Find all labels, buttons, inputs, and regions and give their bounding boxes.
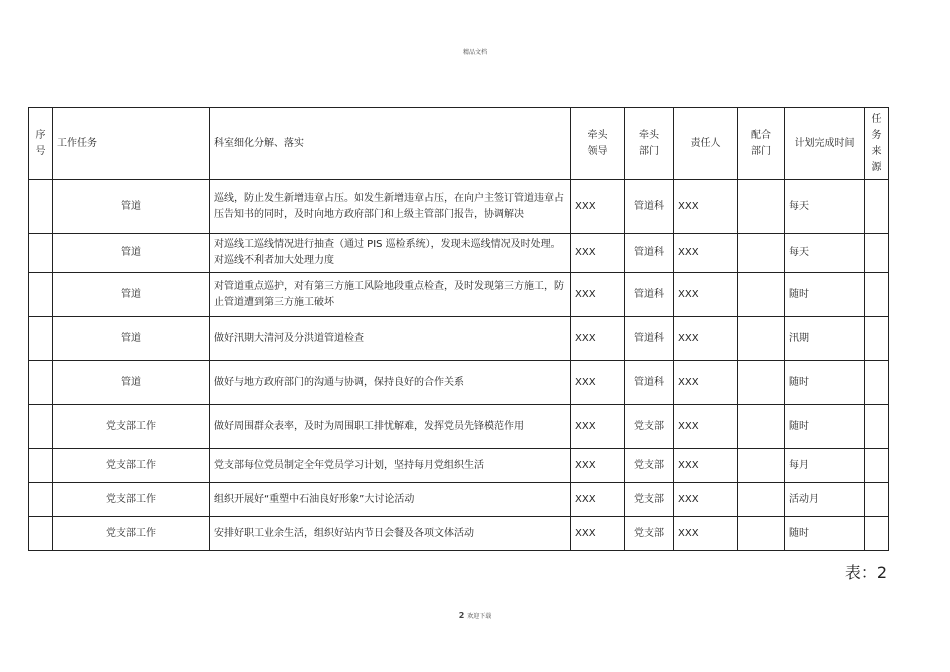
cell-detail: 做好与地方政府部门的沟通与协调，保持良好的合作关系: [210, 361, 571, 405]
cell-leader: XXX: [571, 273, 625, 317]
cell-seq: [29, 361, 53, 405]
table-row: [29, 273, 889, 317]
cell-detail: 对管道重点巡护，对有第三方施工风险地段重点检查，及时发现第三方施工，防止管道遭到第三方施工破坏: [210, 273, 571, 317]
cell-deadline: 每月: [785, 449, 865, 483]
cell-leader: XXX: [571, 405, 625, 449]
cell-source: [865, 180, 889, 234]
table-row: [29, 449, 889, 483]
cell-source: [865, 405, 889, 449]
cell-deadline: 每天: [785, 180, 865, 234]
cell-deadline: 随时: [785, 517, 865, 551]
cell-leader: XXX: [571, 180, 625, 234]
table-number-label: 表：2: [844, 563, 887, 582]
header-support-dept: 配合部门: [738, 108, 785, 180]
cell-leader: XXX: [571, 449, 625, 483]
table-row: [29, 361, 889, 405]
cell-source: [865, 317, 889, 361]
cell-dept: 党支部: [625, 517, 674, 551]
cell-seq: [29, 273, 53, 317]
cell-task: 管道: [53, 317, 210, 361]
cell-deadline: 随时: [785, 405, 865, 449]
cell-owner: XXX: [674, 405, 738, 449]
cell-seq: [29, 517, 53, 551]
task-table: [28, 107, 889, 551]
cell-task: 管道: [53, 273, 210, 317]
table-row: [29, 483, 889, 517]
cell-owner: XXX: [674, 517, 738, 551]
table-row: [29, 234, 889, 273]
cell-task: 党支部工作: [53, 449, 210, 483]
cell-dept: 党支部: [625, 449, 674, 483]
cell-leader: XXX: [571, 483, 625, 517]
cell-dept: 管道科: [625, 234, 674, 273]
cell-detail: 安排好职工业余生活，组织好站内节日会餐及各项文体活动: [210, 517, 571, 551]
page-header-note: 精品文档: [462, 49, 487, 56]
header-source: 任务来源: [865, 108, 889, 180]
header-deadline: 计划完成时间: [785, 108, 865, 180]
page-number: 2: [458, 611, 465, 620]
cell-support: [738, 483, 785, 517]
footer-label: 欢迎下载: [467, 613, 492, 620]
cell-leader: XXX: [571, 317, 625, 361]
cell-detail: 做好周围群众表率，及时为周围职工排忧解难，发挥党员先锋模范作用: [210, 405, 571, 449]
cell-dept: 党支部: [625, 483, 674, 517]
cell-support: [738, 405, 785, 449]
cell-support: [738, 517, 785, 551]
page-footer: [0, 611, 950, 620]
cell-support: [738, 317, 785, 361]
cell-source: [865, 234, 889, 273]
header-lead-dept: 牵头部门: [625, 108, 674, 180]
cell-support: [738, 273, 785, 317]
cell-seq: [29, 317, 53, 361]
cell-seq: [29, 483, 53, 517]
cell-seq: [29, 180, 53, 234]
cell-dept: 管道科: [625, 273, 674, 317]
cell-support: [738, 449, 785, 483]
cell-deadline: 活动月: [785, 483, 865, 517]
cell-owner: XXX: [674, 273, 738, 317]
cell-task: 党支部工作: [53, 483, 210, 517]
cell-dept: 管道科: [625, 180, 674, 234]
cell-seq: [29, 234, 53, 273]
cell-dept: 管道科: [625, 361, 674, 405]
cell-leader: XXX: [571, 361, 625, 405]
header-owner: 责任人: [674, 108, 738, 180]
cell-task: 党支部工作: [53, 405, 210, 449]
table-row: [29, 517, 889, 551]
cell-support: [738, 180, 785, 234]
cell-task: 党支部工作: [53, 517, 210, 551]
table-row: [29, 180, 889, 234]
cell-owner: XXX: [674, 317, 738, 361]
cell-deadline: 随时: [785, 273, 865, 317]
table-header-row: [29, 108, 889, 180]
cell-leader: XXX: [571, 517, 625, 551]
cell-task: 管道: [53, 180, 210, 234]
cell-task: 管道: [53, 234, 210, 273]
cell-support: [738, 234, 785, 273]
cell-detail: 对巡线工巡线情况进行抽查（通过 PIS 巡检系统），发现未巡线情况及时处理。对巡线不利者加大处理力度: [210, 234, 571, 273]
cell-leader: XXX: [571, 234, 625, 273]
cell-detail: 做好汛期大清河及分洪道管道检查: [210, 317, 571, 361]
cell-source: [865, 517, 889, 551]
cell-owner: XXX: [674, 180, 738, 234]
cell-owner: XXX: [674, 234, 738, 273]
cell-seq: [29, 405, 53, 449]
header-lead-leader: 牵头领导: [571, 108, 625, 180]
cell-source: [865, 273, 889, 317]
cell-owner: XXX: [674, 361, 738, 405]
cell-seq: [29, 449, 53, 483]
cell-deadline: 随时: [785, 361, 865, 405]
cell-dept: 管道科: [625, 317, 674, 361]
cell-source: [865, 361, 889, 405]
cell-detail: 党支部每位党员制定全年党员学习计划，坚持每月党组织生活: [210, 449, 571, 483]
table-row: [29, 317, 889, 361]
cell-dept: 党支部: [625, 405, 674, 449]
table-row: [29, 405, 889, 449]
cell-deadline: 汛期: [785, 317, 865, 361]
cell-detail: 巡线，防止发生新增违章占压。如发生新增违章占压，在向户主签订管道违章占压告知书的同时，及时向地方政府部门和上级主管部门报告，协调解决: [210, 180, 571, 234]
cell-detail: 组织开展好“重塑中石油良好形象”大讨论活动: [210, 483, 571, 517]
header-task: 工作任务: [53, 108, 210, 180]
cell-owner: XXX: [674, 483, 738, 517]
header-detail: 科室细化分解、落实: [210, 108, 571, 180]
cell-source: [865, 483, 889, 517]
cell-source: [865, 449, 889, 483]
header-seq: 序号: [29, 108, 53, 180]
cell-task: 管道: [53, 361, 210, 405]
cell-deadline: 每天: [785, 234, 865, 273]
cell-owner: XXX: [674, 449, 738, 483]
cell-support: [738, 361, 785, 405]
